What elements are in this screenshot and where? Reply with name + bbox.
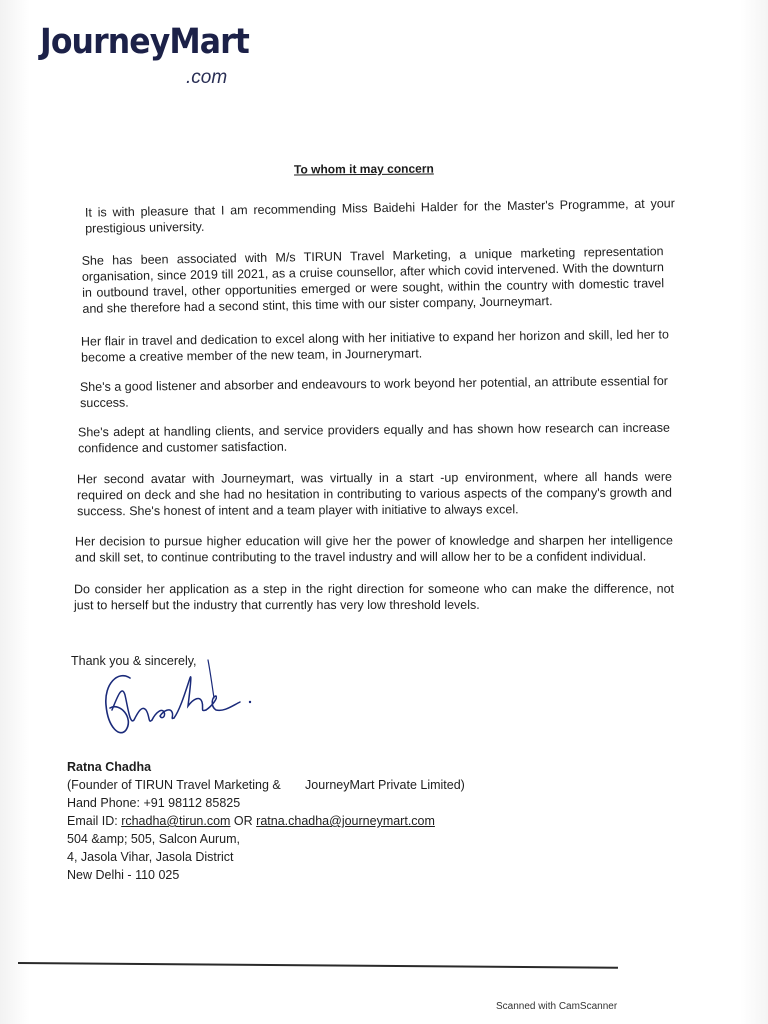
address-line-1: 504 &amp; 505, Salcon Aurum, [67,832,241,846]
email-link-tirun[interactable]: rchadha@tirun.com [121,814,231,828]
paragraph-consider: Do consider her application as a step in the right direction for someone who can make the difference, not just to herself but the industry that currently has very low threshold levels. [73,581,674,613]
scanner-watermark: Scanned with CamScanner [496,1001,618,1012]
footer-divider [18,962,618,969]
email-separator: OR [230,814,257,828]
paragraph-flair: Her flair in travel and dedication to excel along with her initiative to expand her horizon and skill, led her to become a creative member of the new team, in Journerymart. [80,327,669,365]
logo-domain-text: .com [186,67,228,88]
signatory-name: Ratna Chadha [67,760,152,774]
letter-heading: To whom it may concern [293,161,434,177]
address-line-2: 4, Jasola Vihar, Jasola District [67,850,234,864]
closing-line: Thank you & sincerely, [71,654,197,668]
handwritten-signature [90,650,270,760]
paragraph-second-avatar: Her second avatar with Journeymart, was virtually in a start -up environment, where all hands were required on deck and she had no hesitation in contributing to various aspects of the company's growth and success. She's honest of intent and a team player with initiative to always excel. [76,469,673,519]
email-prefix: Email ID: [67,814,122,828]
signatory-title: (Founder of TIRUN Travel Marketing & JourneyMart Private Limited) [67,778,465,792]
signatory-phone: Hand Phone: +91 98112 85825 [67,796,241,810]
paragraph-higher-education: Her decision to pursue higher education will give her the power of knowledge and sharpen her intelligence and skill set, to continue contributing to the travel industry and will allow her to be a confident individual. [74,533,673,565]
logo-brand-text: JourneyMart [40,22,249,62]
company-logo [40,22,250,97]
paragraph-listener: She's a good listener and absorber and endeavours to work beyond her potential, an attribute essential for success. [79,373,668,411]
letter-body [70,196,678,613]
paragraph-association: She has been associated with M/s TIRUN Travel Marketing, a unique marketing representation organisation, since 2019 till 2021, as a cruise counsellor, after which covid intervened. With the downturn in outbound travel, other opportunities emerged or were sought, within the country with domestic travel and she therefore had a second stint, this time with our sister company, Journeymart. [81,244,665,316]
paragraph-clients: She's adept at handling clients, and service providers equally and has shown how research can increase confidence and customer satisfaction. [77,420,670,456]
paragraph-intro: It is with pleasure that I am recommending Miss Baidehi Halder for the Master's Programme, at your prestigious university. [84,196,675,236]
signatory-block [67,758,465,884]
signatory-email-line [67,812,465,830]
address-line-3: New Delhi - 110 025 [67,868,180,882]
email-link-journeymart[interactable]: ratna.chadha@journeymart.com [256,814,435,828]
